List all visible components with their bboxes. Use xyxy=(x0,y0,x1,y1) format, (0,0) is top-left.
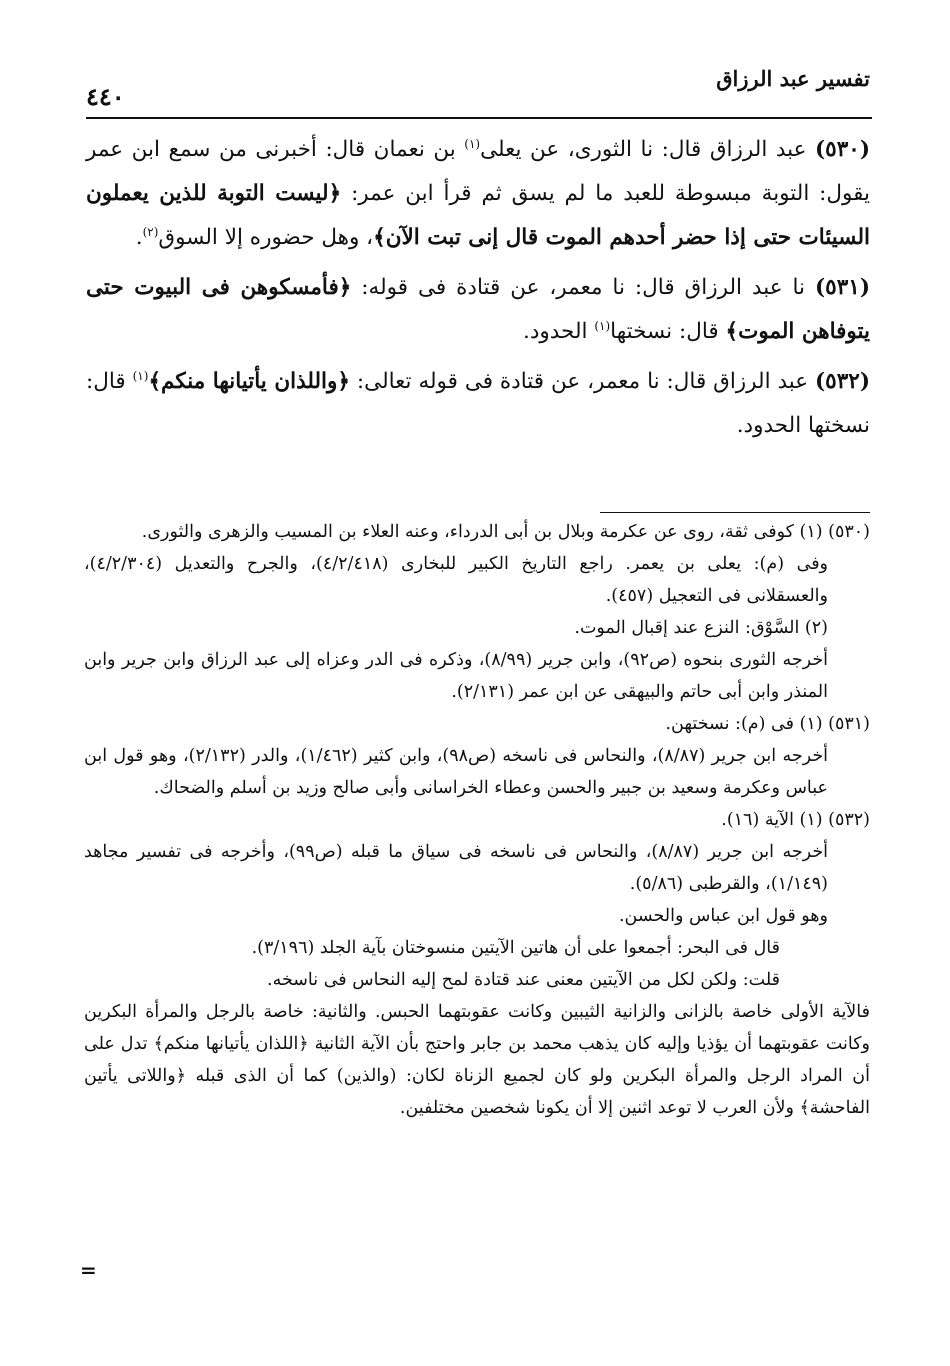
footnote-ref: (١) xyxy=(132,368,149,383)
entry-text: عبد الرزاق قال: نا معمر، عن قتادة فى قوله تعالى: xyxy=(350,369,815,394)
main-text xyxy=(86,128,870,454)
entry-530 xyxy=(86,128,870,260)
entry-text: قال: نسختها الحدود. xyxy=(86,369,870,438)
entry-text: نا عبد الرزاق قال: نا معمر، عن قتادة فى قوله: xyxy=(351,275,815,300)
note-530-1: (٥٣٠) (١) كوفى ثقة، روى عن عكرمة وبلال بن أبى الدرداء، وعنه العلاء بن المسيب والزهرى والثورى. xyxy=(141,522,870,542)
entry-number: (٥٣١) xyxy=(814,275,870,300)
entry-text: الحدود. xyxy=(522,319,595,344)
note-532-1: (٥٣٢) (١) الآية (١٦). xyxy=(721,810,870,830)
footnote-ref: (٢) xyxy=(142,224,159,239)
entry-text: . xyxy=(135,225,143,250)
note-530-takhrij: أخرجه الثورى بنحوه (ص٩٢)، وابن جرير (٨/٩٩)، وذكره فى الدر وعزاه إلى عبد الرزاق وابن جرير وابن المنذر وابن أبى حاتم والبيهقى عن ابن عمر (٢/١٣١). xyxy=(84,650,828,702)
continuation-mark: = xyxy=(80,1258,97,1282)
note-530-variant: وفى (م): يعلى بن يعمر. راجع التاريخ الكبير للبخارى (٤/٢/٤١٨)، والجرح والتعديل (٤/٢/٣٠٤)، والعسقلانى فى التعجيل (٤٥٧). xyxy=(84,554,829,606)
footnote-ref: (١) xyxy=(464,136,481,151)
note-532-explanation: فالآية الأولى خاصة بالزانى والزانية الثيبين وكانت عقوبتهما الحبس. والثانية: خاصة بالرجل والمرأة البكرين وكانت عقوبتهما أن يؤذيا وإليه كان يذهب محمد بن جابر واحتج بأن الآية الثانية ﴿اللذان يأتيانها منكم﴾ تدل على أن المراد الرجل والمرأة البكرين ولو كان لجميع الزناة لكان: (والذين) كما أن الذى قبله ﴿واللاتى يأتين الفاحشة﴾ ولأن العرب لا توعد اثنين إلا أن يكونا شخصين مختلفين. xyxy=(84,1002,870,1118)
note-532-comment: قلت: ولكن لكل من الآيتين معنى عند قتادة لمح إليه النحاس فى ناسخه. xyxy=(267,970,780,990)
entry-532 xyxy=(86,360,870,448)
footnote-ref: (١) xyxy=(594,318,611,333)
note-532-takhrij: أخرجه ابن جرير (٨/٨٧)، والنحاس فى ناسخه فى سياق ما قبله (ص٩٩)، وأخرجه فى تفسير مجاهد (١/١٤٩)، والقرطبى (٥/٨٦). xyxy=(84,842,828,894)
page-number: ٤٤٠ xyxy=(86,82,125,111)
footnotes xyxy=(84,516,870,1124)
note-531-takhrij: أخرجه ابن جرير (٨/٨٧)، والنحاس فى ناسخه (ص٩٨)، وابن كثير (١/٤٦٢)، والدر (٢/١٣٢)، وهو قول ابن عباس وعكرمة وسعيد بن جبير والحسن وعطاء الخراسانى وأبى صالح وزيد بن أسلم والضحاك. xyxy=(84,746,828,798)
entry-531 xyxy=(86,266,870,354)
quran-quote: ﴿فأمسكوهن فى البيوت حتى يتوفاهن الموت﴾ xyxy=(86,275,870,344)
entry-number: (٥٣٠) xyxy=(814,137,871,162)
footnote-separator xyxy=(600,512,870,513)
running-header-title: تفسير عبد الرزاق xyxy=(716,66,870,91)
entry-text: بن نعمان قال: أخبرنى من سمع ابن عمر يقول: التوبة مبسوطة للعبد ما لم يسق ثم قرأ ابن عمر: xyxy=(86,137,870,206)
note-531-1: (٥٣١) (١) فى (م): نسختهن. xyxy=(665,714,870,734)
header-rule xyxy=(86,117,872,119)
note-530-2: (٢) السَّوْق: النزع عند إقبال الموت. xyxy=(574,618,828,638)
entry-number: (٥٣٢) xyxy=(814,369,871,394)
entry-text: عبد الرزاق قال: نا الثورى، عن يعلى xyxy=(480,137,815,162)
note-532-bahr: قال فى البحر: أجمعوا على أن هاتين الآيتين منسوختان بآية الجلد (٣/١٩٦). xyxy=(251,938,780,958)
quran-quote: ﴿واللذان يأتيانها منكم﴾ xyxy=(148,369,351,394)
entry-text: قال: نسختها xyxy=(610,319,726,344)
note-532-opinion: وهو قول ابن عباس والحسن. xyxy=(618,906,828,926)
entry-text: ، وهل حضوره إلا السوق xyxy=(158,225,374,250)
quran-quote: ﴿ليست التوبة للذين يعملون السيئات حتى إذا حضر أحدهم الموت قال إنى تبت الآن﴾ xyxy=(86,181,870,250)
